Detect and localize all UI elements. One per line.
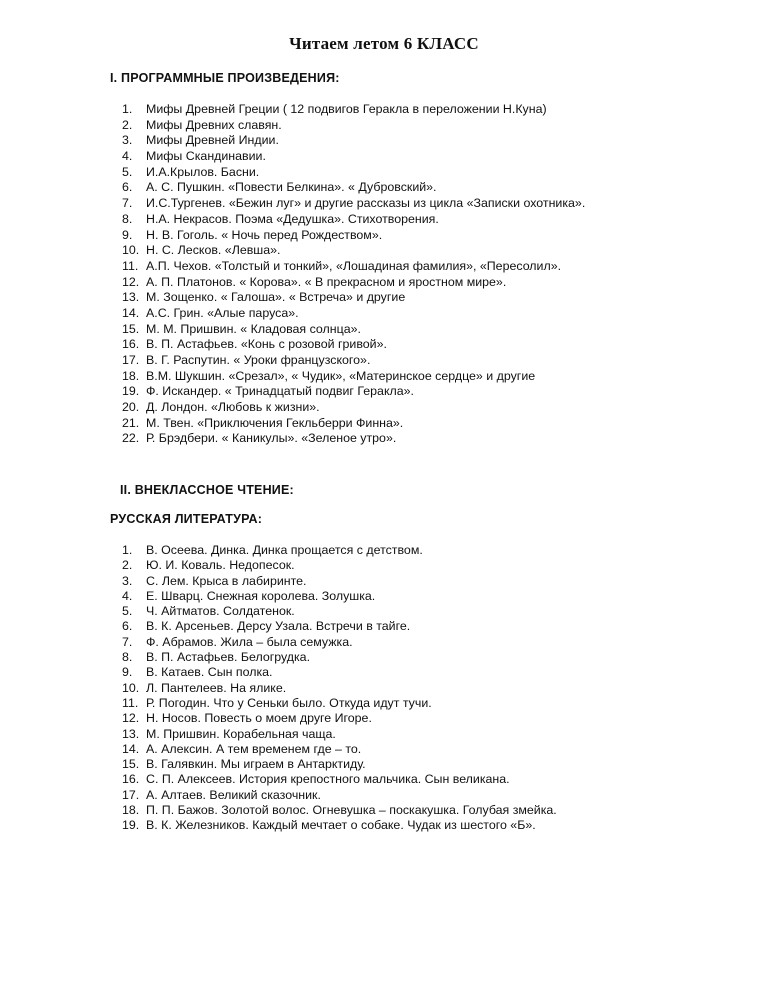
list-item-text: Е. Шварц. Снежная королева. Золушка.: [146, 588, 376, 603]
list-item-text: В. Катаев. Сын полка.: [146, 665, 273, 680]
list-item-number: 5.: [122, 604, 133, 619]
list-item-text: Мифы Древней Индии.: [146, 133, 279, 148]
list-item-number: 1.: [122, 102, 133, 116]
list-item-number: 18.: [122, 368, 140, 383]
list-item-text: В. Г. Распутин. « Уроки французского».: [146, 353, 371, 367]
list-item-text: Ф. Искандер. « Тринадцатый подвиг Геракла».: [146, 384, 414, 399]
list-item-text: С. П. Алексеев. История крепостного мальчика. Сын великана.: [146, 772, 510, 787]
list-item-number: 19.: [122, 818, 140, 833]
list-item-text: М. Пришвин. Корабельная чаща.: [146, 726, 336, 741]
list-item-text: Р. Брэдбери. « Каникулы». «Зеленое утро».: [146, 431, 397, 446]
list-item-text: В. Осеева. Динка. Динка прощается с детством.: [146, 543, 423, 557]
list-item-text: М. М. Пришвин. « Кладовая солнца».: [146, 321, 361, 336]
list-item-text: Ф. Абрамов. Жила – была семужка.: [146, 634, 353, 649]
list-item-number: 6.: [122, 619, 133, 634]
subheading-russian-literature: РУССКАЯ ЛИТЕРАТУРА:: [110, 512, 263, 526]
list-item-text: В. К. Железников. Каждый мечтает о собаке. Чудак из шестого «Б».: [146, 818, 536, 833]
list-item-number: 6.: [122, 180, 133, 195]
list-item-text: В. Галявкин. Мы играем в Антарктиду.: [146, 757, 366, 772]
list-item-text: Л. Пантелеев. На ялике.: [146, 680, 287, 695]
list-item-number: 5.: [122, 164, 133, 179]
list-item-text: Д. Лондон. «Любовь к жизни».: [146, 400, 320, 415]
section-heading-programme: I. ПРОГРАММНЫЕ ПРОИЗВЕДЕНИЯ:: [110, 71, 340, 85]
list-item-text: А. П. Платонов. « Корова». « В прекрасном и яростном мире».: [146, 274, 507, 289]
list-item-text: Н.А. Некрасов. Поэма «Дедушка». Стихотворения.: [146, 211, 439, 226]
list-item-number: 9.: [122, 665, 133, 680]
list-item-number: 4.: [122, 588, 133, 603]
list-item-number: 9.: [122, 227, 133, 242]
list-item-number: 8.: [122, 650, 133, 665]
list-item-text: М. Зощенко. « Галоша». « Встреча» и другие: [146, 290, 406, 305]
list-item-number: 11.: [122, 695, 139, 710]
list-item-text: Н. С. Лесков. «Левша».: [146, 243, 281, 258]
list-item-number: 13.: [122, 726, 140, 741]
list-item-number: 2.: [122, 558, 133, 573]
list-item-text: А.С. Грин. «Алые паруса».: [146, 305, 299, 320]
list-item-text: А. Алтаев. Великий сказочник.: [146, 787, 321, 802]
list-item-number: 4.: [122, 149, 133, 164]
section-heading-extracurricular: II. ВНЕКЛАССНОЕ ЧТЕНИЕ:: [120, 483, 294, 497]
list-item-text: Н. Носов. Повесть о моем друге Игоре.: [146, 711, 372, 726]
list-item-text: В.М. Шукшин. «Срезал», « Чудик», «Материнское сердце» и другие: [146, 368, 536, 383]
list-item-text: С. Лем. Крыса в лабиринте.: [146, 573, 307, 588]
list-item-number: 10.: [122, 680, 140, 695]
list-item-text: П. П. Бажов. Золотой волос. Огневушка – поскакушка. Голубая змейка.: [146, 803, 557, 818]
list-item-text: Н. В. Гоголь. « Ночь перед Рождеством».: [146, 227, 383, 242]
list-item-text: Мифы Древней Греции ( 12 подвигов Геракла в переложении Н.Куна): [146, 102, 547, 116]
list-item-number: 12.: [122, 274, 140, 289]
list-item-number: 14.: [122, 305, 140, 320]
list-item-number: 17.: [122, 353, 140, 367]
list-item-text: М. Твен. «Приключения Гекльберри Финна».: [146, 415, 404, 430]
list-item-number: 3.: [122, 133, 133, 148]
list-item-number: 14.: [122, 741, 140, 756]
list-item-number: 19.: [122, 384, 140, 399]
list-item-number: 12.: [122, 711, 140, 726]
list-item-number: 15.: [122, 321, 140, 336]
list-item-text: Ю. И. Коваль. Недопесок.: [146, 558, 295, 573]
list-item-number: 18.: [122, 803, 140, 818]
list-item-text: Мифы Скандинавии.: [146, 149, 266, 164]
list-item-text: А. С. Пушкин. «Повести Белкина». « Дубровский».: [146, 180, 437, 195]
list-item-number: 8.: [122, 211, 133, 226]
list-item-text: В. К. Арсеньев. Дерсу Узала. Встречи в тайге.: [146, 619, 411, 634]
list-item-text: А. Алексин. А тем временем где – то.: [146, 741, 362, 756]
list-item-text: Р. Погодин. Что у Сеньки было. Откуда идут тучи.: [146, 695, 432, 710]
page-title: Читаем летом 6 КЛАСС: [289, 34, 479, 53]
list-item-number: 16.: [122, 772, 140, 787]
list-item-text: В. П. Астафьев. «Конь с розовой гривой».: [146, 337, 387, 352]
list-item-text: И.С.Тургенев. «Бежин луг» и другие рассказы из цикла «Записки охотника».: [146, 196, 586, 211]
list-item-text: Мифы Древних славян.: [146, 117, 282, 132]
list-item-number: 21.: [122, 415, 140, 430]
list-item-text: В. П. Астафьев. Белогрудка.: [146, 650, 311, 665]
list-item-number: 17.: [122, 787, 140, 802]
list-item-number: 11.: [122, 258, 139, 273]
list-item-text: А.П. Чехов. «Толстый и тонкий», «Лошадиная фамилия», «Пересолил».: [146, 258, 562, 273]
list-item-text: Ч. Айтматов. Солдатенок.: [146, 604, 295, 619]
list-item-number: 20.: [122, 400, 140, 415]
list-item-number: 2.: [122, 117, 133, 132]
list-item-number: 7.: [122, 196, 133, 211]
list-item-number: 22.: [122, 431, 140, 446]
list-item-number: 10.: [122, 243, 140, 258]
list-item-number: 15.: [122, 757, 140, 772]
list-item-number: 16.: [122, 337, 140, 352]
list-item-number: 7.: [122, 634, 133, 649]
list-item-text: И.А.Крылов. Басни.: [146, 164, 260, 179]
list-item-number: 3.: [122, 573, 133, 588]
list-item-number: 13.: [122, 290, 140, 305]
list-item-number: 1.: [122, 543, 133, 557]
